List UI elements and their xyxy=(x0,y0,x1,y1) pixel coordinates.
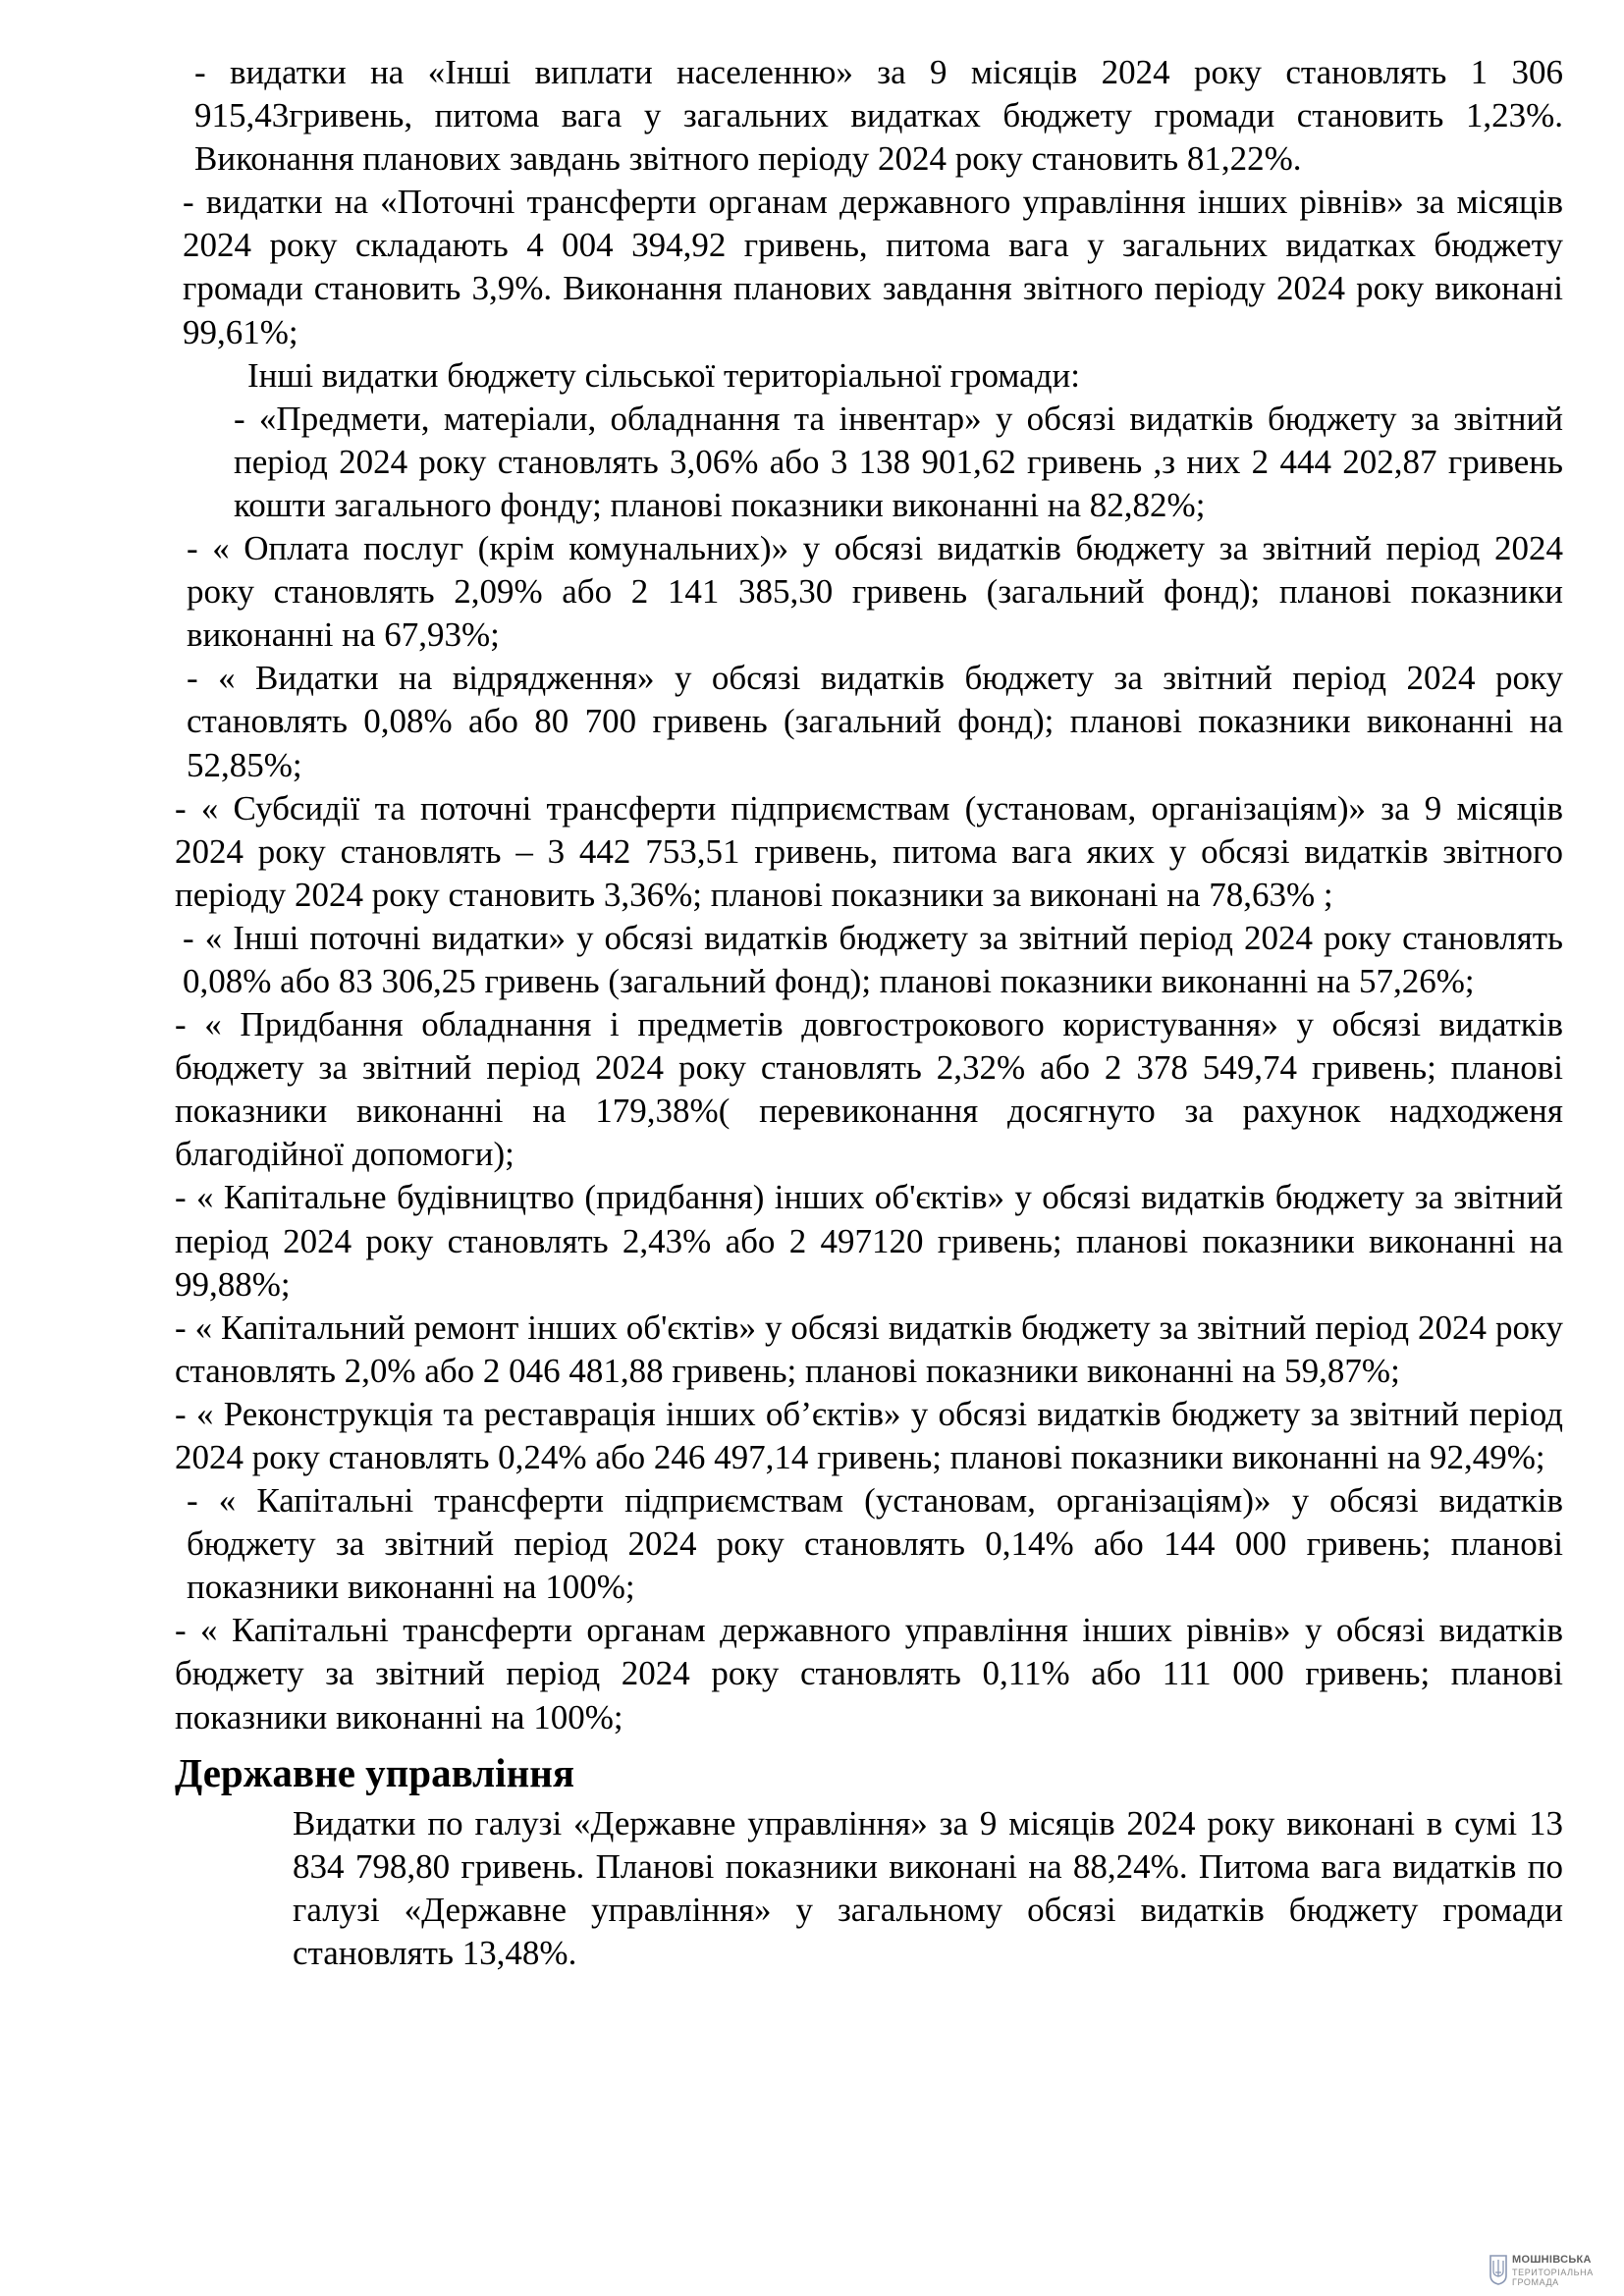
paragraph-business-trips: - « Видатки на відрядження» у обсязі видатків бюджету за звітний період 2024 року становлять 0,08% або 80 700 гривень (загальний фонд); планові показники виконанні на 52,85%; xyxy=(187,659,1563,784)
paragraph-capital-transfers-government: - « Капітальні трансферти органам державного управління інших рівнів» у обсязі видатків бюджету за звітний період 2024 року становлять 0,11% або 111 000 гривень; планові показники виконанні на 100%; xyxy=(175,1611,1563,1736)
paragraph-other-expenses-intro: Інші видатки бюджету сільської територіальної громади: xyxy=(247,355,1080,395)
paragraph-materials: - «Предмети, матеріали, обладнання та інвентар» у обсязі видатків бюджету за звітний період 2024 року становлять 3,06% або 3 138 901,62 гривень ,з них 2 444 202,87 гривень кошти загального фонду; планові показники виконанні на 82,82%; xyxy=(234,399,1563,524)
paragraph-reconstruction: - « Реконструкція та реставрація інших об’єктів» у обсязі видатків бюджету за звітний період 2024 року становлять 0,24% або 246 497,14 гривень; планові показники виконанні на 92,49%; xyxy=(175,1394,1563,1476)
logo-subtitle-1: ТЕРИТОРІАЛЬНА xyxy=(1512,2268,1594,2277)
paragraph-other-current: - « Інші поточні видатки» у обсязі видатків бюджету за звітний період 2024 року становлять 0,08% або 83 306,25 гривень (загальний фонд); планові показники виконанні на 57,26%; xyxy=(183,918,1563,1000)
paragraph-equipment: - « Придбання обладнання і предметів довгострокового користування» у обсязі видатків бюджету за звітний період 2024 року становлять 2,32% або 2 378 549,74 гривень; планові показники виконанні на 179,38%( перевиконання досягнуто за рахунок надходженя благодійної допомоги); xyxy=(175,1005,1563,1174)
paragraph-other-payments: - видатки на «Інші виплати населенню» за 9 місяців 2024 року становлять 1 306 915,43гривень, питома вага у загальних видатках бюджету громади становить 1,23%. Виконання планових завдань звітного періоду 2024 року становить 81,22%. xyxy=(194,53,1563,179)
community-logo xyxy=(1489,2252,1616,2291)
trident-emblem-icon xyxy=(1489,2254,1508,2285)
section-heading: Державне управління xyxy=(175,1749,574,1795)
paragraph-capital-construction: - « Капітальне будівництво (придбання) інших об'єктів» у обсязі видатків бюджету за звітний період 2024 року становлять 2,43% або 2 497120 гривень; планові показники виконанні на 99,88%; xyxy=(175,1178,1563,1304)
paragraph-subsidies: - « Субсидії та поточні трансферти підприємствам (установам, організаціям)» за 9 місяців 2024 року становлять – 3 442 753,51 гривень, питома вага яких у обсязі видатків звітного періоду 2024 року становить 3,36%; планові показники за виконані на 78,63% ; xyxy=(175,788,1563,914)
paragraph-capital-repair: - « Капітальний ремонт інших об'єктів» у обсязі видатків бюджету за звітний період 2024 року становлять 2,0% або 2 046 481,88 гривень; планові показники виконанні на 59,87%; xyxy=(175,1308,1563,1390)
logo-title: МОШНІВСЬКА xyxy=(1512,2254,1592,2266)
paragraph-current-transfers: - видатки на «Поточні трансферти органам державного управління інших рівнів» за місяців 2024 року складають 4 004 394,92 гривень, питома вага у загальних видатках бюджету громади становить 3,9%. Виконання планових завдання звітного періоду 2024 року виконані 99,61%; xyxy=(183,183,1563,351)
paragraph-services: - « Оплата послуг (крім комунальних)» у обсязі видатків бюджету за звітний період 2024 року становлять 2,09% або 2 141 385,30 гривень (загальний фонд); планові показники виконанні на 67,93%; xyxy=(187,529,1563,655)
logo-subtitle-2: ГРОМАДА xyxy=(1512,2277,1559,2287)
document-body xyxy=(175,51,1563,1975)
paragraph-capital-transfers-enterprises: - « Капітальні трансферти підприємствам (установам, організаціям)» у обсязі видатків бюджету за звітний період 2024 року становлять 0,14% або 144 000 гривень; планові показники виконанні на 100%; xyxy=(187,1481,1563,1607)
section-body: Видатки по галузі «Державне управління» за 9 місяців 2024 року виконані в сумі 13 834 798,80 гривень. Планові показники виконані на 88,24%. Питома вага видатків по галузі «Державне управління» у загальному обсязі видатків бюджету громади становлять 13,48%. xyxy=(293,1803,1563,1972)
